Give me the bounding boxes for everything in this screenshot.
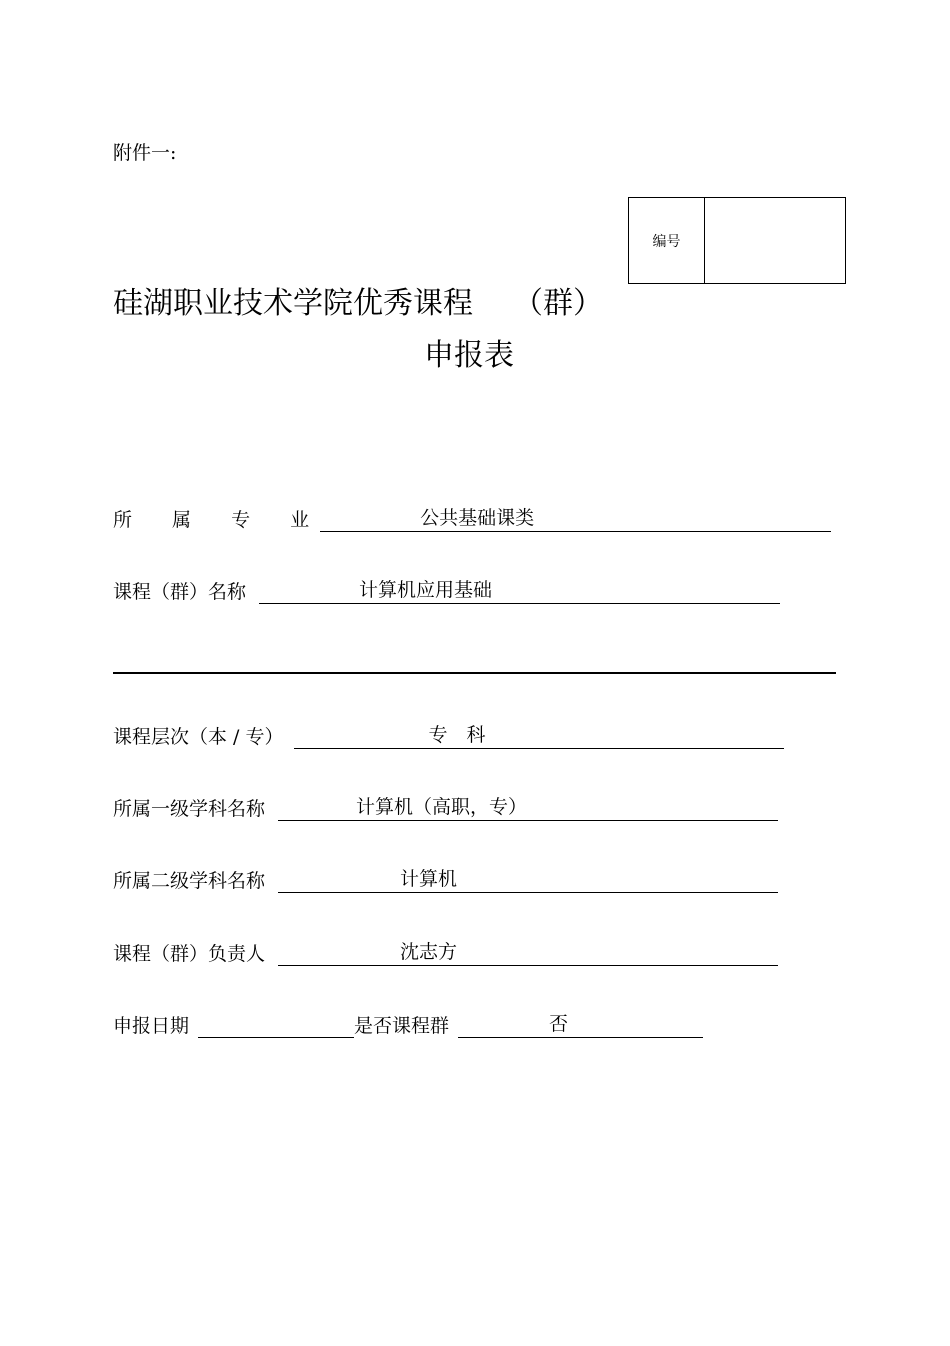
form-title xyxy=(113,278,603,322)
group-label: 是否课程群 xyxy=(354,1015,450,1037)
level-label: 课程层次（本 / 专） xyxy=(113,726,284,748)
field-leader xyxy=(113,939,778,966)
date-line[interactable] xyxy=(198,1013,354,1038)
field-course-name xyxy=(113,577,780,604)
discipline1-line[interactable] xyxy=(278,796,778,821)
discipline2-label: 所属二级学科名称 xyxy=(113,870,266,892)
course-name-value: 计算机应用基础 xyxy=(359,579,493,601)
discipline1-label: 所属一级学科名称 xyxy=(113,798,266,820)
form-title-main: 硅湖职业技术学院优秀课程 xyxy=(113,286,473,321)
leader-value: 沈志方 xyxy=(400,941,458,963)
group-value: 否 xyxy=(549,1013,569,1035)
number-box xyxy=(628,197,846,284)
group-line[interactable] xyxy=(458,1013,703,1038)
leader-line[interactable] xyxy=(278,941,778,966)
form-subtitle: 申报表 xyxy=(424,338,514,373)
leader-label: 课程（群）负责人 xyxy=(113,943,266,965)
field-major xyxy=(113,505,831,532)
divider xyxy=(113,672,836,674)
field-discipline1 xyxy=(113,794,778,821)
discipline1-value: 计算机（高职，专） xyxy=(356,796,528,818)
discipline2-line[interactable] xyxy=(278,868,778,893)
discipline2-value: 计算机 xyxy=(400,868,458,890)
course-name-line[interactable] xyxy=(259,579,780,604)
major-value: 公共基础课类 xyxy=(420,507,535,529)
form-title-suffix: （群） xyxy=(513,286,603,321)
date-label: 申报日期 xyxy=(113,1015,190,1037)
major-label: 所 属 专 业 xyxy=(113,509,327,531)
field-date-group xyxy=(113,1011,703,1038)
number-label: 编号 xyxy=(629,198,705,283)
level-line[interactable] xyxy=(294,724,784,749)
attachment-label: 附件一: xyxy=(113,142,177,164)
field-level xyxy=(113,722,784,749)
major-line[interactable] xyxy=(320,507,831,532)
course-name-label: 课程（群）名称 xyxy=(113,581,247,603)
number-value[interactable] xyxy=(705,198,845,283)
field-discipline2 xyxy=(113,866,778,893)
level-value: 专 科 xyxy=(428,724,486,746)
